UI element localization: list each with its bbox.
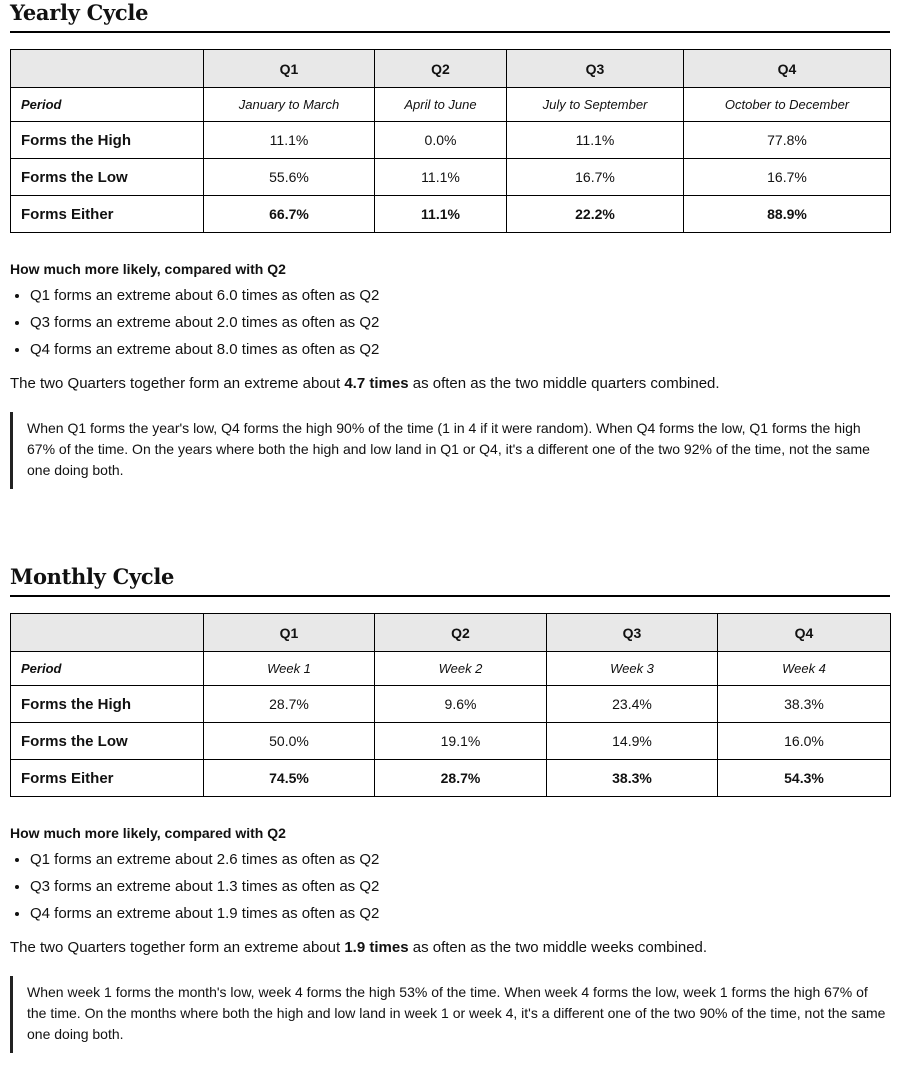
- header-cell: Q4: [684, 50, 891, 88]
- note-blockquote: When Q1 forms the year's low, Q4 forms the high 90% of the time (1 in 4 if it were random). When Q4 forms the low, Q1 forms the high 67% of the time. On the years where both the high and low land in Q1 or Q4, it's a different one of the two 92% of the time, not the same one doing both.: [10, 412, 890, 489]
- table-cell: January to March: [204, 88, 375, 122]
- table-cell: 77.8%: [684, 122, 891, 159]
- list-item: • Q3 forms an extreme about 1.3 times as often as Q2: [30, 878, 890, 896]
- table-cell: Week 4: [718, 652, 891, 686]
- summary-pre: The two Quarters together form an extreme about: [10, 375, 345, 392]
- table-cell: Week 2: [375, 652, 547, 686]
- yearly-cycle-table: [10, 49, 891, 233]
- header-cell: Q3: [507, 50, 684, 88]
- row-label: Period: [11, 652, 204, 686]
- list-item: • Q4 forms an extreme about 8.0 times as often as Q2: [30, 341, 890, 359]
- table-cell: 55.6%: [204, 159, 375, 196]
- summary-emphasis: 1.9 times: [344, 939, 409, 956]
- table-cell: 28.7%: [375, 760, 547, 797]
- row-label: Forms Either: [11, 760, 204, 797]
- table-cell: 9.6%: [375, 686, 547, 723]
- list-item: • Q3 forms an extreme about 2.0 times as often as Q2: [30, 314, 890, 332]
- table-cell: 23.4%: [547, 686, 718, 723]
- table-cell: July to September: [507, 88, 684, 122]
- table-cell: 88.9%: [684, 196, 891, 233]
- summary-text: [10, 375, 890, 393]
- row-label: Forms the Low: [11, 159, 204, 196]
- table-cell: Week 3: [547, 652, 718, 686]
- table-cell: 28.7%: [204, 686, 375, 723]
- table-cell: 14.9%: [547, 723, 718, 760]
- section-title: Yearly Cycle: [10, 0, 890, 33]
- table-cell: April to June: [375, 88, 507, 122]
- comparison-heading: How much more likely, compared with Q2: [10, 261, 286, 277]
- row-label: Period: [11, 88, 204, 122]
- table-cell: 11.1%: [375, 196, 507, 233]
- row-label: Forms the High: [11, 686, 204, 723]
- header-cell: [11, 50, 204, 88]
- period-row: [11, 652, 891, 686]
- table-cell: Week 1: [204, 652, 375, 686]
- table-cell: 16.7%: [684, 159, 891, 196]
- table-cell: 19.1%: [375, 723, 547, 760]
- period-row: [11, 88, 891, 122]
- table-cell: 54.3%: [718, 760, 891, 797]
- table-cell: 11.1%: [204, 122, 375, 159]
- summary-pre: The two Quarters together form an extreme about: [10, 939, 345, 956]
- table-cell: 11.1%: [507, 122, 684, 159]
- row-label: Forms the Low: [11, 723, 204, 760]
- header-cell: Q1: [204, 614, 375, 652]
- list-item: • Q1 forms an extreme about 6.0 times as often as Q2: [30, 287, 890, 305]
- summary-text: [10, 939, 890, 957]
- table-row: [11, 760, 891, 797]
- table-row: [11, 196, 891, 233]
- table-cell: 38.3%: [547, 760, 718, 797]
- note-blockquote: When week 1 forms the month's low, week 4 forms the high 53% of the time. When week 4 forms the low, week 1 forms the high 67% of the time. On the months where both the high and low land in week 1 or week 4, it's a different one of the two 90% of the time, not the same one doing both.: [10, 976, 890, 1053]
- table-header-row: [11, 50, 891, 88]
- table-row: [11, 159, 891, 196]
- section-title: Monthly Cycle: [10, 564, 890, 597]
- table-cell: 16.0%: [718, 723, 891, 760]
- table-header-row: [11, 614, 891, 652]
- table-cell: 22.2%: [507, 196, 684, 233]
- table-row: [11, 122, 891, 159]
- monthly-cycle-section: [10, 564, 890, 1053]
- table-cell: October to December: [684, 88, 891, 122]
- table-cell: 66.7%: [204, 196, 375, 233]
- row-label: Forms the High: [11, 122, 204, 159]
- comparison-list: [10, 851, 890, 923]
- row-label: Forms Either: [11, 196, 204, 233]
- monthly-cycle-table: [10, 613, 891, 797]
- header-cell: Q4: [718, 614, 891, 652]
- table-row: [11, 686, 891, 723]
- summary-post: as often as the two middle weeks combined.: [408, 939, 708, 956]
- summary-emphasis: 4.7 times: [344, 375, 409, 392]
- header-cell: Q1: [204, 50, 375, 88]
- header-cell: Q2: [375, 614, 547, 652]
- list-item: • Q4 forms an extreme about 1.9 times as often as Q2: [30, 905, 890, 923]
- comparison-list: [10, 287, 890, 359]
- table-row: [11, 723, 891, 760]
- table-cell: 74.5%: [204, 760, 375, 797]
- summary-post: as often as the two middle quarters combined.: [408, 375, 720, 392]
- header-cell: Q2: [375, 50, 507, 88]
- yearly-cycle-section: [10, 0, 890, 489]
- table-cell: 50.0%: [204, 723, 375, 760]
- table-cell: 16.7%: [507, 159, 684, 196]
- comparison-heading: How much more likely, compared with Q2: [10, 825, 286, 841]
- table-cell: 11.1%: [375, 159, 507, 196]
- list-item: • Q1 forms an extreme about 2.6 times as often as Q2: [30, 851, 890, 869]
- header-cell: [11, 614, 204, 652]
- table-cell: 0.0%: [375, 122, 507, 159]
- header-cell: Q3: [547, 614, 718, 652]
- table-cell: 38.3%: [718, 686, 891, 723]
